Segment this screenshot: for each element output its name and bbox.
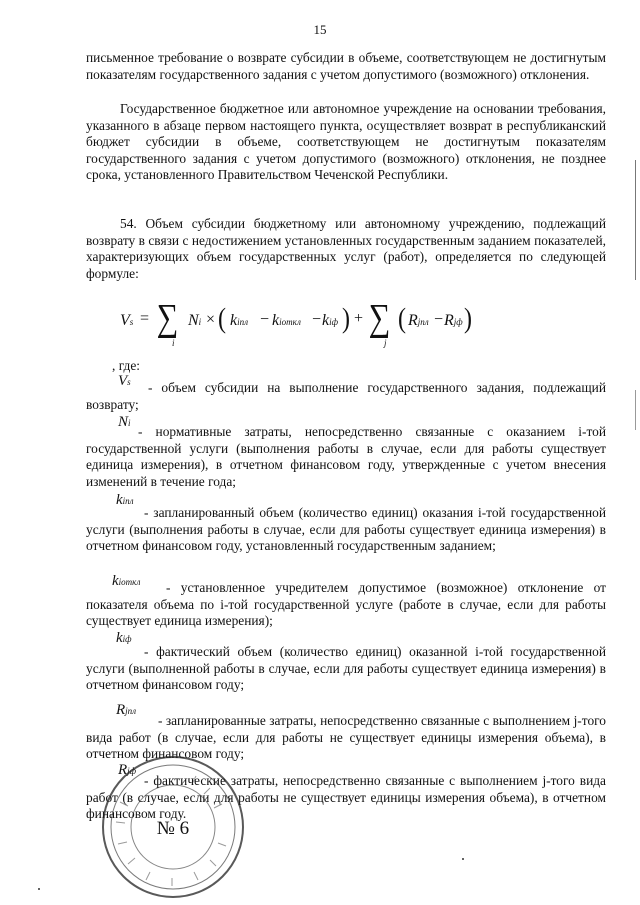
- definition-k-ipl: - запланированный объем (количество единиц) оказания i-той государственной услуги (выполнения работы в случае, если для работы существует единица измерения) в отчетном финансовом году, установленный государственным заданием;: [86, 505, 606, 554]
- stamp-number: № 6: [156, 818, 190, 839]
- formula-n: Ni: [188, 312, 202, 329]
- formula-plus: +: [354, 310, 364, 327]
- def-symbol-r-jf: Rjф: [118, 762, 137, 778]
- formula-lhs: Vs: [120, 312, 134, 329]
- formula-r-jpl: Rjпл: [408, 312, 429, 329]
- formula-minus-2: −: [312, 311, 322, 328]
- paragraph-return-deadline: Государственное бюджетное или автономное учреждение на основании требования, указанного в абзаце первом настоящего пункта, осуществляет возврат в республиканский бюджет субсидии в объеме, соответствующем не достигнутым показателям государственного задания с учетом допустимого (возможного) отклонения, не позднее срока, установленного Правительством Чеченской Республики.: [86, 101, 606, 183]
- definition-vs: - объем субсидии на выполнение государственного задания, подлежащий возврату;: [86, 380, 606, 412]
- formula-sum-j: ∑: [368, 297, 391, 339]
- definition-k-if: - фактический объем (количество единиц) оказанной i-той государственной услуги (выполненной работы в случае, если для работы существует единица измерения) в отчетном финансовом году;: [86, 644, 606, 693]
- scan-edge-mark-2: [635, 390, 636, 430]
- page-number: 15: [313, 22, 327, 37]
- definition-r-jpl: - запланированные затраты, непосредственно связанные с выполнением j-того вида работ (в случае, если для работы не существует единицы измерения объема), в отчетном финансовом году;: [86, 713, 606, 762]
- definition-ni: - нормативные затраты, непосредственно связанные с оказанием i-той государственной услуги (выполнения работы в случае, если для работы существует единица измерения), в отчетном финансовом году, утвержденные с учетом внесения изменений в течение года;: [86, 424, 606, 489]
- scan-speck-2: [38, 888, 40, 890]
- formula-lparen-2: (: [398, 303, 406, 335]
- formula-sum-j-index: j: [384, 338, 387, 348]
- formula-minus-3: −: [434, 311, 444, 328]
- def-symbol-ni: Ni: [118, 414, 131, 430]
- def-symbol-vs: Vs: [118, 373, 131, 389]
- formula-minus-1: −: [260, 311, 270, 328]
- formula-rparen-1: ): [342, 303, 350, 335]
- def-symbol-r-jpl: Rjпл: [116, 702, 137, 718]
- formula-k-iotkl: kiоткл: [272, 312, 301, 329]
- def-symbol-k-iotkl: kiоткл: [112, 573, 141, 589]
- formula-rparen-2: ): [464, 303, 472, 335]
- formula-r-jf: Rjф: [444, 312, 463, 329]
- def-symbol-k-if: kiф: [116, 630, 132, 646]
- formula-where: , где:: [112, 358, 140, 373]
- formula-sum-i: ∑: [156, 297, 179, 339]
- formula-eq: =: [140, 310, 150, 327]
- subsidy-return-formula: [120, 297, 472, 354]
- formula-times: ×: [206, 311, 216, 328]
- def-symbol-k-ipl: kiпл: [116, 492, 134, 508]
- definition-r-jf: - фактические затраты, непосредственно связанные с выполнением j-того вида работ (в случае, если для работы не существует единицы измерения объема), в отчетном финансовом году.: [86, 773, 606, 822]
- scan-speck: [462, 858, 464, 860]
- official-stamp: [98, 752, 248, 902]
- formula-lparen-1: (: [218, 303, 226, 335]
- paragraph-continuation: письменное требование о возврате субсидии в объеме, соответствующем не достигнутым показателям государственного задания с учетом допустимого (возможного) отклонения.: [86, 50, 606, 82]
- formula-k-ipl: kiпл: [230, 312, 249, 329]
- definition-k-iotkl: - установленное учредителем допустимое (возможное) отклонение от показателя объема по i-той государственной услуге (работе в случае, если для работы существует единица измерения);: [86, 580, 606, 629]
- formula-k-if: kiф: [322, 312, 338, 329]
- paragraph-item-54: 54. Объем субсидии бюджетному или автономному учреждению, подлежащий возврату в связи с недостижением установленных государственным заданием показателей, характеризующих объем государственных услуг (работ), определяется по следующей формуле:: [86, 216, 606, 281]
- formula-sum-i-index: i: [172, 338, 175, 348]
- scan-edge-mark: [635, 160, 636, 280]
